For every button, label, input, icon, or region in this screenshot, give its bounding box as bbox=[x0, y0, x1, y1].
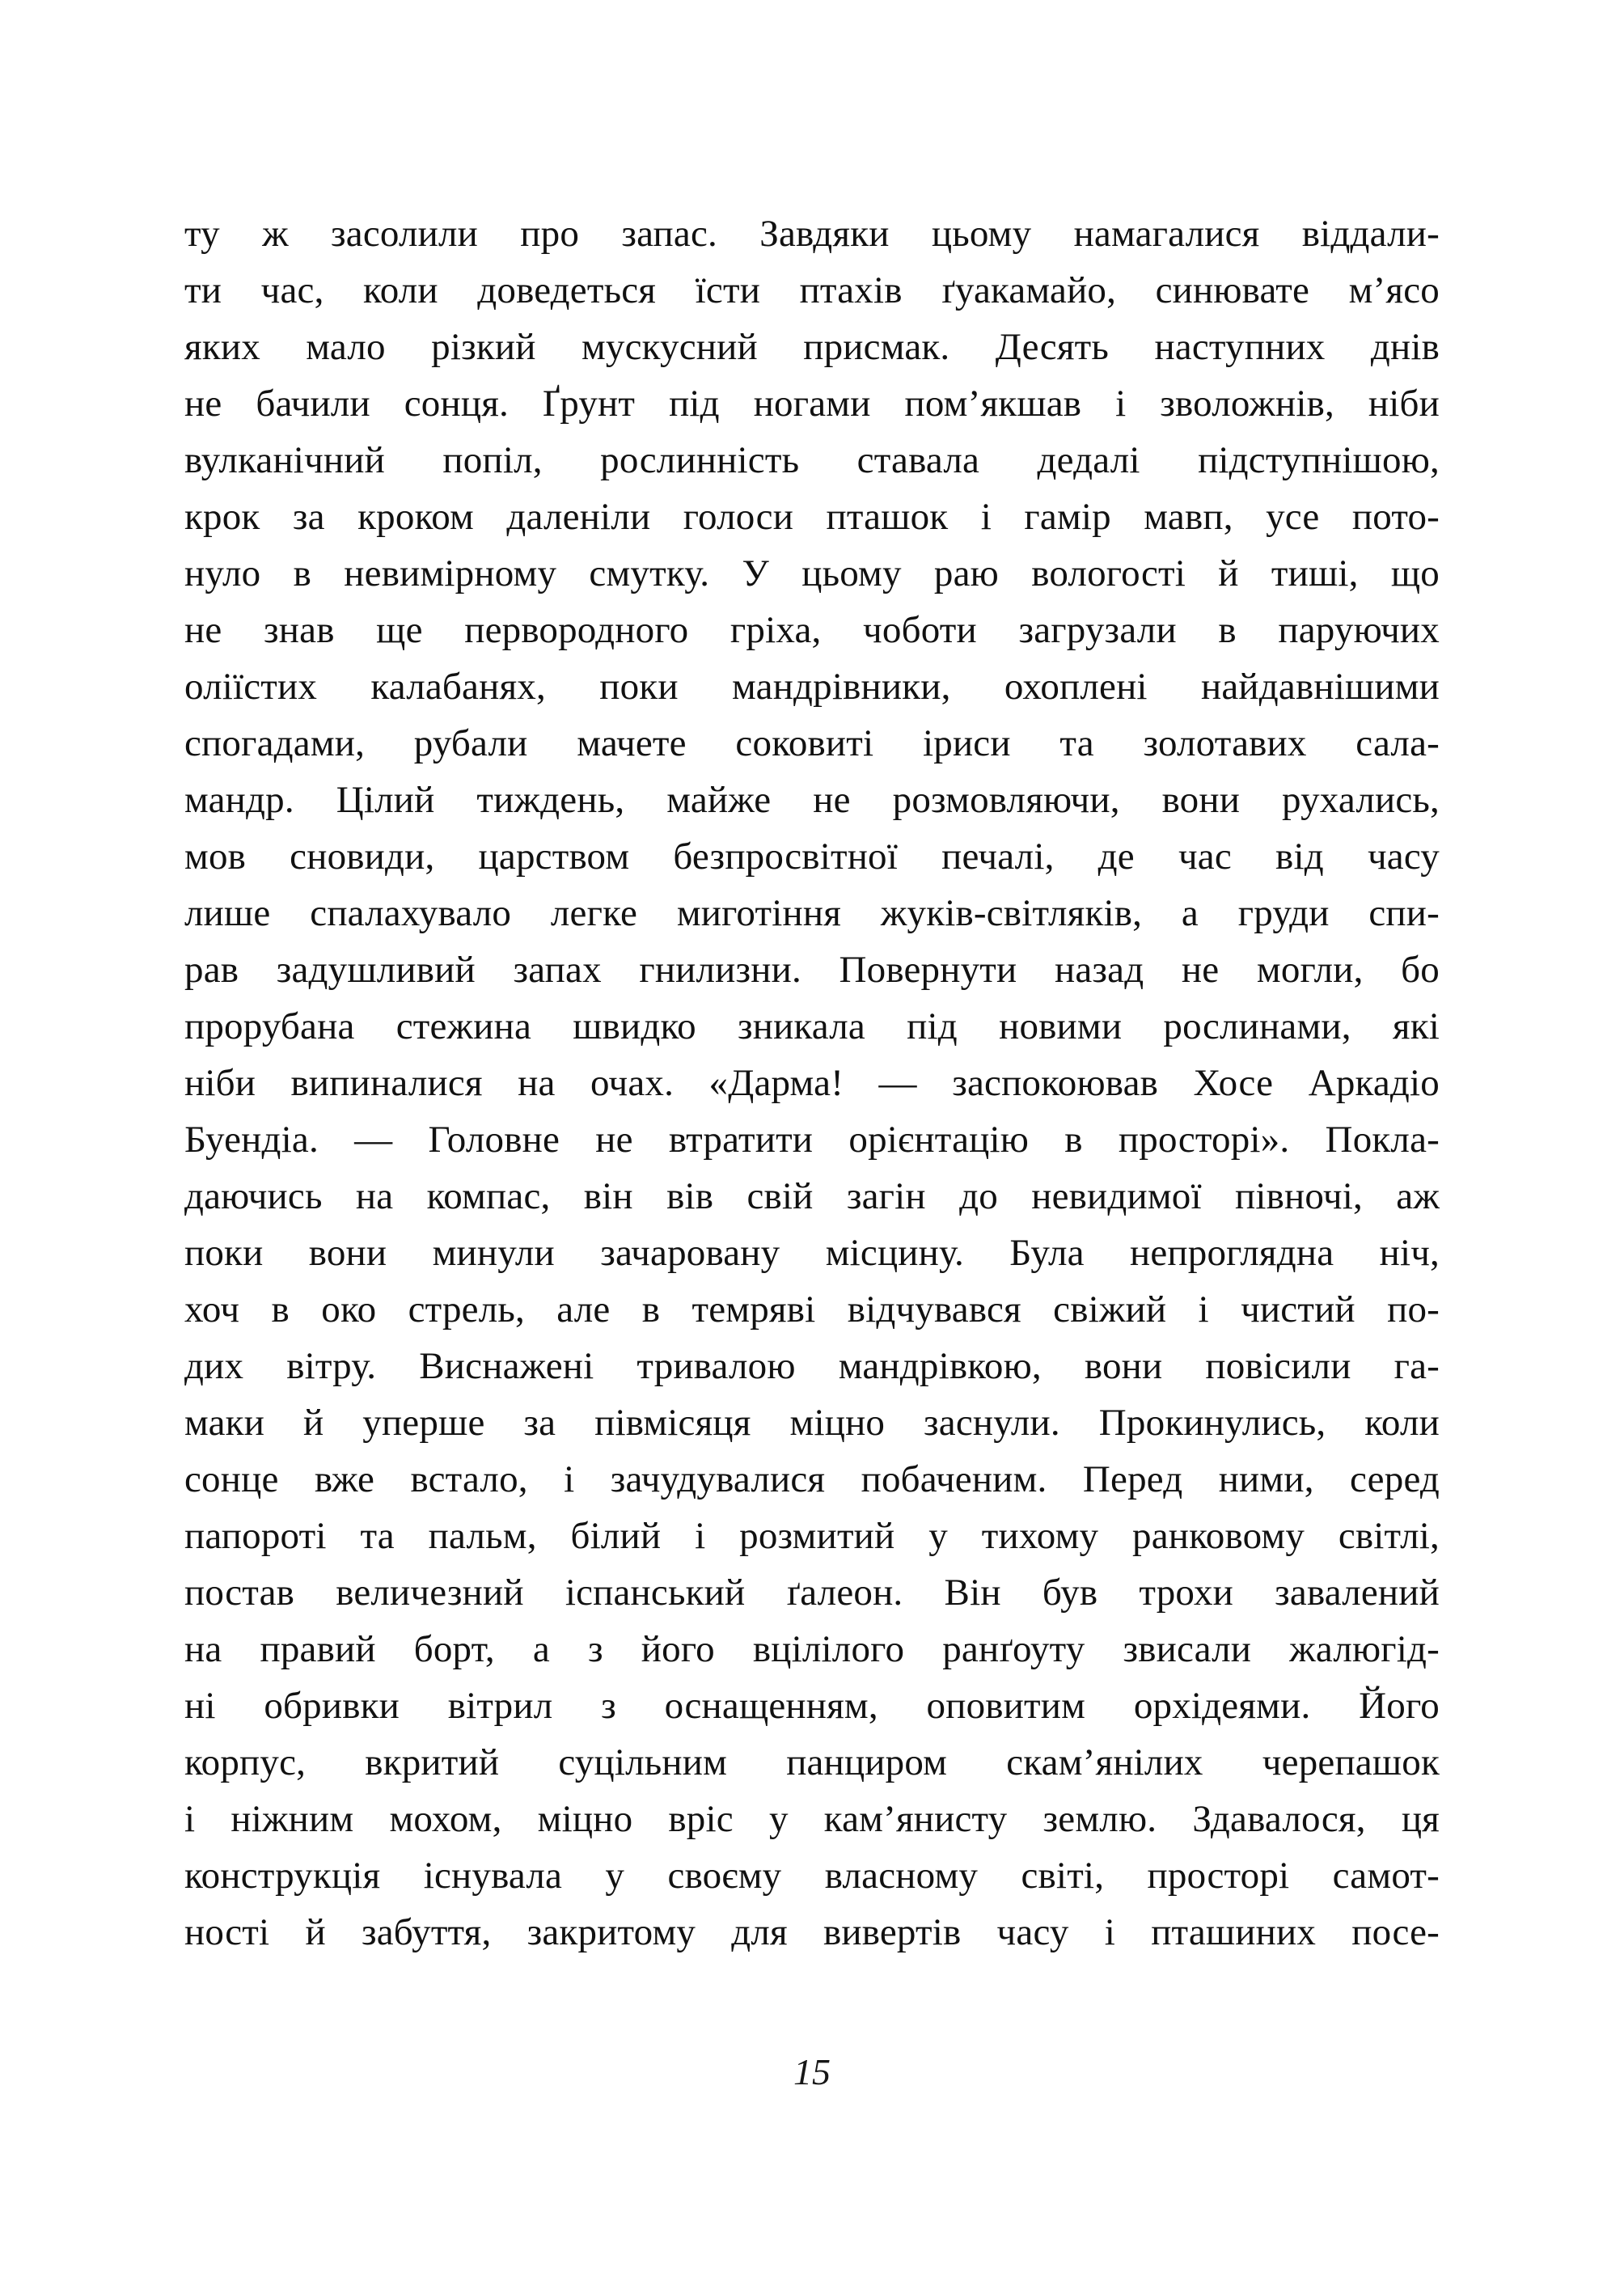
text-line: ніби випиналися на очах. «Дарма! — заспокоював Хосе Аркадіо bbox=[184, 1062, 1440, 1104]
text-line: хоч в око стрель, але в темряві відчувався свіжий і чистий по- bbox=[184, 1288, 1440, 1331]
text-line: на правий борт, а з його вцілілого ранґоуту звисали жалюгід- bbox=[184, 1628, 1440, 1670]
text-line: ні обривки вітрил з оснащенням, оповитим орхідеями. Його bbox=[184, 1685, 1440, 1727]
text-line: крок за кроком даленіли голоси пташок і гамір мавп, усе пото- bbox=[184, 496, 1440, 538]
text-line: рав задушливий запах гнилизни. Повернути назад не могли, бо bbox=[184, 949, 1440, 991]
text-line: поки вони минули зачаровану місцину. Була непроглядна ніч, bbox=[184, 1232, 1440, 1274]
text-line: даючись на компас, він вів свій загін до невидимої півночі, аж bbox=[184, 1175, 1440, 1217]
text-line: вулканічний попіл, рослинність ставала дедалі підступнішою, bbox=[184, 439, 1440, 481]
text-line: ності й забуття, закритому для вивертів часу і пташиних посе- bbox=[184, 1911, 1440, 1953]
text-line: і ніжним мохом, міцно вріс у кам’янисту землю. Здавалося, ця bbox=[184, 1798, 1440, 1840]
text-line: прорубана стежина швидко зникала під новими рослинами, які bbox=[184, 1005, 1440, 1047]
page-number: 15 bbox=[793, 2051, 831, 2092]
text-line: яких мало різкий мускусний присмак. Десять наступних днів bbox=[184, 326, 1440, 368]
text-line: мандр. Цілий тиждень, майже не розмовляючи, вони рухались, bbox=[184, 779, 1440, 821]
text-line: дих вітру. Виснажені тривалою мандрівкою, вони повісили га- bbox=[184, 1345, 1440, 1387]
text-line: ти час, коли доведеться їсти птахів ґуакамайо, синювате м’ясо bbox=[184, 269, 1440, 311]
text-line: не бачили сонця. Ґрунт під ногами пом’якшав і зволожнів, ніби bbox=[184, 383, 1440, 425]
text-line: папороті та пальм, білий і розмитий у тихому ранковому світлі, bbox=[184, 1515, 1440, 1557]
text-line: сонце вже встало, і зачудувалися побаченим. Перед ними, серед bbox=[184, 1458, 1440, 1500]
text-line: конструкція існувала у своєму власному світі, просторі самот- bbox=[184, 1855, 1440, 1897]
text-line: лише спалахувало легке миготіння жуків-світляків, а груди спи- bbox=[184, 892, 1440, 934]
text-line: нуло в невимірному смутку. У цьому раю вологості й тиші, що bbox=[184, 552, 1440, 594]
body-text bbox=[184, 205, 1440, 1961]
text-line: спогадами, рубали мачете соковиті іриси та золотавих сала- bbox=[184, 722, 1440, 764]
text-line: Буендіа. — Головне не втратити орієнтацію в просторі». Покла- bbox=[184, 1119, 1440, 1161]
text-line: мов сновиди, царством безпросвітної печалі, де час від часу bbox=[184, 836, 1440, 878]
text-line: корпус, вкритий суцільним панциром скам’янілих черепашок bbox=[184, 1741, 1440, 1783]
text-line: оліїстих калабанях, поки мандрівники, охоплені найдавнішими bbox=[184, 666, 1440, 708]
text-line: постав величезний іспанський ґалеон. Він був трохи завалений bbox=[184, 1572, 1440, 1614]
text-line: ту ж засолили про запас. Завдяки цьому намагалися віддали- bbox=[184, 213, 1440, 255]
text-line: маки й уперше за півмісяця міцно заснули. Прокинулись, коли bbox=[184, 1402, 1440, 1444]
text-line: не знав ще первородного гріха, чоботи загрузали в паруючих bbox=[184, 609, 1440, 651]
